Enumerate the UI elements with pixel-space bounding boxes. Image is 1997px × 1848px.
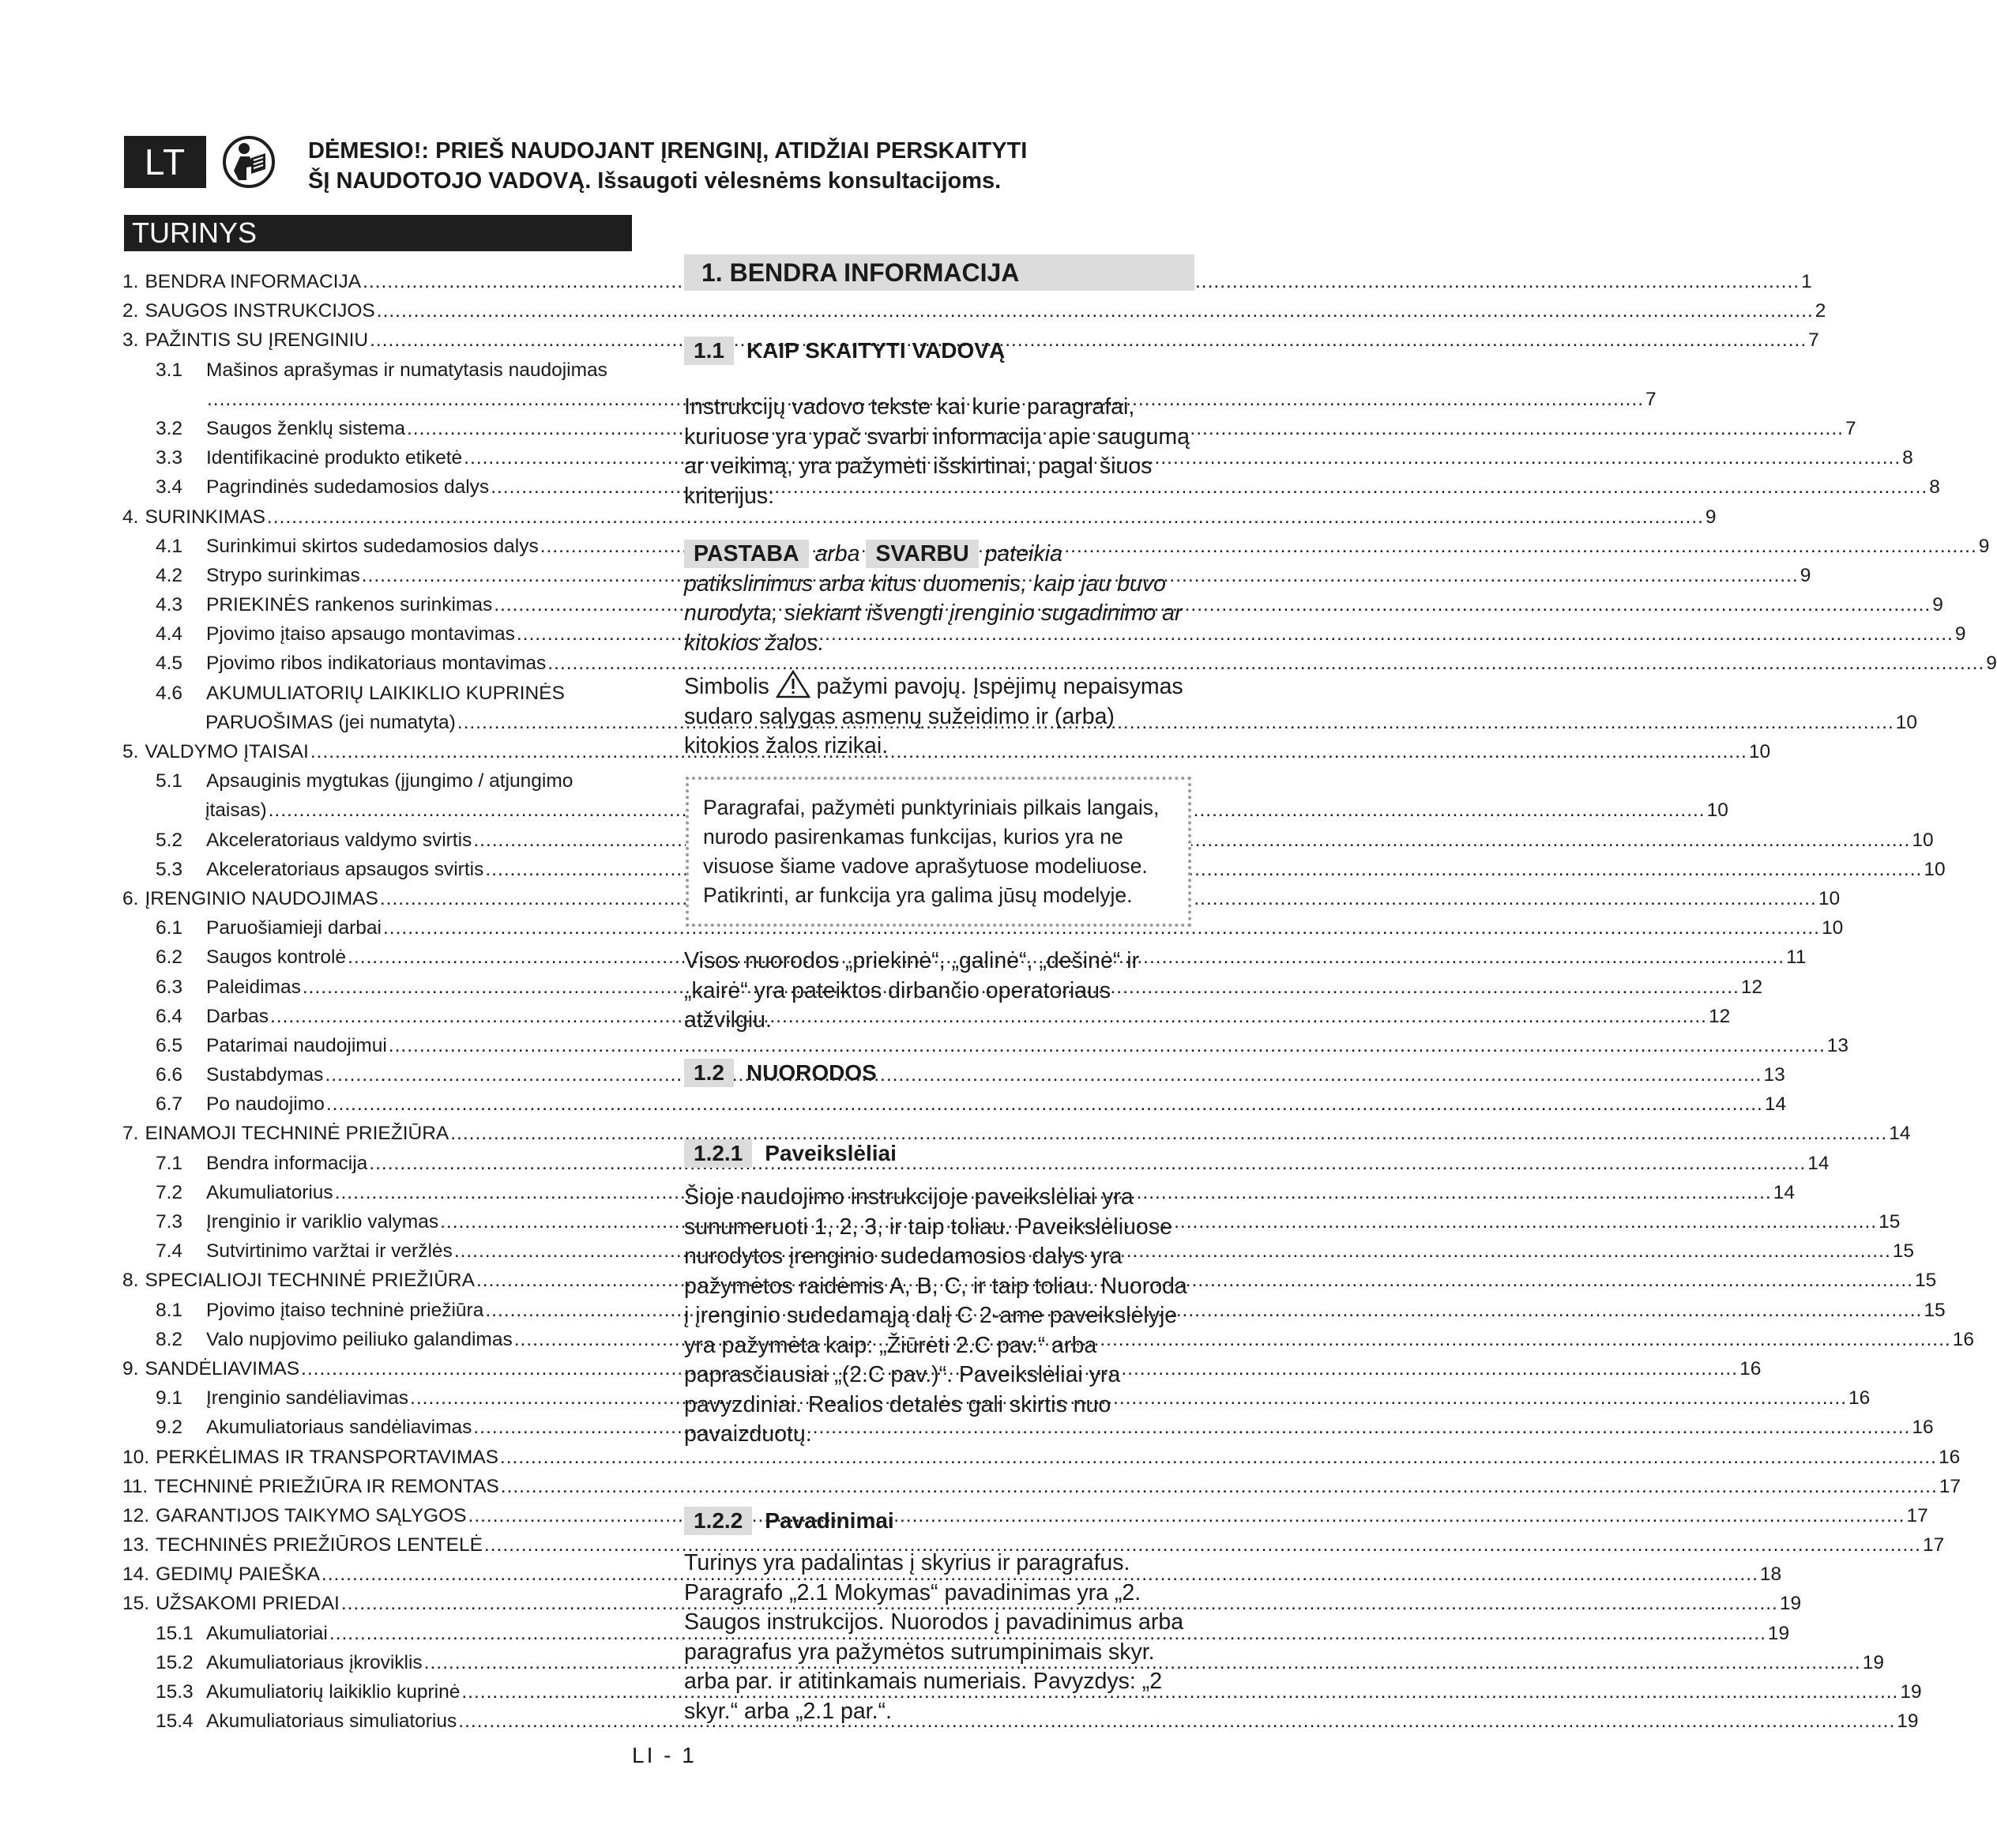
toc-leader-dots <box>369 1149 1806 1178</box>
toc-entry-number: 8.2 <box>156 1328 183 1350</box>
toc-entry <box>122 561 1811 590</box>
toc-entry-page: 9 <box>1954 623 1966 645</box>
toc-leader-dots <box>370 326 1807 355</box>
toc-entry-page: 10 <box>1818 887 1841 909</box>
toc-entry-page: 10 <box>1748 741 1771 762</box>
note-text: pateikia patikslinimus arba kitus duomenis, kaip jau buvo nurodyta, siekiant išvengti įrenginio sugadinimo ar kitokios žalos. <box>684 541 1183 656</box>
toc-entry-number: 4.1 <box>156 535 183 557</box>
toc-entry-page: 14 <box>1889 1123 1911 1145</box>
toc-entry <box>122 826 1934 855</box>
toc-entry <box>122 1383 1871 1413</box>
toc-entry-label: Bendra informacija <box>206 1152 368 1174</box>
toc-entry-page: 10 <box>1822 917 1844 939</box>
subsection-title: NUORODOS <box>746 1060 877 1085</box>
toc-entry-page: 10 <box>1706 800 1728 822</box>
toc-entry-label: Akumuliatorių laikiklio kuprinė <box>206 1681 461 1703</box>
important-tag: SVARBU <box>866 540 978 568</box>
toc-entry <box>122 855 1946 884</box>
toc-entry-label: Po naudojimo <box>206 1093 325 1116</box>
toc-entry-number: 5. <box>122 741 139 762</box>
toc-entry-label: Akumuliatorius <box>206 1181 333 1203</box>
toc-entry-label: AKUMULIATORIŲ LAIKIKLIO KUPRINĖS <box>206 682 565 704</box>
toc-entry-page: 14 <box>1807 1152 1830 1174</box>
toc-entry-page: 13 <box>1763 1064 1785 1086</box>
toc-entry-number: 13. <box>122 1534 150 1556</box>
toc-entry-number: 6.1 <box>156 917 183 939</box>
toc-entry-page: 19 <box>1862 1651 1884 1673</box>
toc-entry-number: 6.5 <box>156 1034 183 1056</box>
toc-entry-label: Identifikacinė produkto etiketė <box>206 447 463 469</box>
toc-entry-number: 15.3 <box>156 1681 194 1703</box>
toc-entry <box>122 884 1841 913</box>
toc-entry-label: Pjovimo įtaiso apsaugo montavimas <box>206 623 515 645</box>
toc-entry <box>122 1472 1961 1501</box>
toc-entry-label: Sutvirtinimo varžtai ir veržlės <box>206 1240 453 1263</box>
toc-entry-number: 3.1 <box>156 359 183 381</box>
toc-entry-page: 16 <box>1938 1446 1961 1468</box>
note-or: arba <box>814 541 860 566</box>
toc-entry <box>122 1648 1884 1677</box>
toc-entry <box>122 502 1717 532</box>
toc-entry-label: Mašinos aprašymas ir numatytasis naudojimas <box>206 359 607 381</box>
toc-entry-number: 7.2 <box>156 1181 183 1203</box>
toc-entry-label: TECHNINĖS PRIEŽIŪROS LENTELĖ <box>156 1534 483 1556</box>
toc-entry-page: 7 <box>1645 388 1657 410</box>
directions-paragraph: Visos nuorodos „priekinė“, „galinė“, „dešinė“ ir „kairė“ yra pateiktos dirbančio operatoriaus atžvilgiu. <box>684 948 1140 1033</box>
toc-entry-label: Įrenginio ir variklio valymas <box>206 1211 439 1233</box>
toc-entry-page: 16 <box>1739 1357 1762 1379</box>
toc-leader-dots <box>501 1472 1938 1501</box>
toc-entry-number: 3. <box>122 329 139 352</box>
toc-entry-number: 7.3 <box>156 1211 183 1233</box>
toc-entry <box>122 1530 1945 1560</box>
toc-entry-number: 5.2 <box>156 829 183 851</box>
toc-entry-page: 8 <box>1929 476 1940 499</box>
toc-entry-page: 10 <box>1912 829 1934 851</box>
note-tag: PASTABA <box>684 540 809 568</box>
toc-entry-label: Paruošiamieji darbai <box>206 917 382 939</box>
toc-entry <box>122 1236 1915 1266</box>
toc-entry-label: Saugos kontrolė <box>206 947 347 969</box>
subsection-1-2-heading <box>684 1059 877 1087</box>
subsection-title: Pavadinimai <box>765 1508 894 1533</box>
toc-entry-label: Pjovimo įtaiso techninė priežiūra <box>206 1299 484 1321</box>
toc-entry-page: 16 <box>1848 1387 1871 1410</box>
toc-entry-label: Strypo surinkimas <box>206 564 360 586</box>
toc-entry-label: Saugos ženklų sistema <box>206 417 405 439</box>
subsection-number: 1.2 <box>684 1059 734 1087</box>
toc-entry-label: Darbas <box>206 1005 269 1027</box>
toc-entry-number: 15.1 <box>156 1622 194 1644</box>
toc-entry-number: 4.3 <box>156 594 183 616</box>
toc-entry <box>122 1296 1946 1325</box>
toc-entry-page: 12 <box>1709 1005 1731 1027</box>
toc-entry-label: įtaisas) <box>205 800 267 822</box>
toc-entry-page: 13 <box>1826 1034 1849 1056</box>
toc-entry <box>122 1707 1919 1736</box>
toc-entry-page: 2 <box>1815 300 1826 322</box>
toc-entry-number: 4.5 <box>156 653 183 675</box>
toc-entry-label: Akumuliatoriaus sandėliavimas <box>206 1417 472 1439</box>
toc-entry-number: 6.7 <box>156 1093 183 1116</box>
toc-entry-page: 10 <box>1924 858 1946 880</box>
toc-entry-number: 9.2 <box>156 1417 183 1439</box>
toc-entry <box>122 1031 1849 1060</box>
toc-entry-number: 15. <box>122 1593 150 1615</box>
toc-entry <box>122 296 1826 326</box>
toc-entry <box>122 796 1728 825</box>
toc-entry <box>122 1443 1961 1472</box>
toc-entry-page: 9 <box>1705 506 1717 528</box>
toc-entry-page: 19 <box>1900 1681 1922 1703</box>
toc-entry-label: Valo nupjovimo peiliuko galandimas <box>206 1328 513 1350</box>
toc-entry-number: 9.1 <box>156 1387 183 1410</box>
toc-entry-label: SURINKIMAS <box>145 506 265 528</box>
toc-entry-number: 15.4 <box>156 1711 194 1733</box>
toc-entry-number: 3.4 <box>156 476 183 499</box>
toc-entry-page: 15 <box>1924 1299 1946 1321</box>
toc-entry <box>122 973 1763 1002</box>
toc-entry <box>122 356 636 385</box>
toc-entry-number: 5.1 <box>156 770 183 792</box>
toc-entry-label: Sustabdymas <box>206 1064 324 1086</box>
toc-entry-page: 12 <box>1740 976 1763 998</box>
toc-entry-number: 7.1 <box>156 1152 183 1174</box>
toc-leader-dots <box>450 1119 1887 1148</box>
warning-triangle-icon <box>776 670 810 698</box>
toc-entry-page: 15 <box>1914 1270 1937 1292</box>
subsection-number: 1.1 <box>684 337 734 365</box>
toc-entry <box>122 737 1771 766</box>
warning-line-2: ŠĮ NAUDOTOJO VADOVĄ. Išsaugoti vėlesnėms konsultacijoms. <box>308 168 1002 194</box>
toc-entry-label: TECHNINĖ PRIEŽIŪRA IR REMONTAS <box>154 1475 499 1497</box>
toc-entry-number: 15.2 <box>156 1651 194 1673</box>
optional-feature-box: Paragrafai, pažymėti punktyriniais pilkais langais, nurodo pasirenkamas funkcijas, kurios yra ne visuose šiame vadove aprašytuose modeliuose. Patikrinti, ar funkcija yra galima jūsų modelyje. <box>686 777 1191 927</box>
toc-entry <box>122 1413 1934 1442</box>
toc-entry-number: 7.4 <box>156 1240 183 1263</box>
toc-entry-label: PARUOŠIMAS (jei numatyta) <box>205 711 456 733</box>
toc-entry-page: 9 <box>1986 653 1997 675</box>
toc-entry-number: 4.4 <box>156 623 183 645</box>
toc-entry-number: 4.6 <box>156 682 183 704</box>
toc-entry-label: GARANTIJOS TAIKYMO SĄLYGOS <box>156 1504 467 1526</box>
toc-entry-label: Apsauginis mygtukas (įjungimo / atjungimo <box>206 770 574 792</box>
toc-entry-label: SANDĖLIAVIMAS <box>145 1357 300 1379</box>
symbol-paragraph <box>684 670 1190 762</box>
toc-entry-page: 15 <box>1879 1211 1901 1233</box>
toc-entry-number: 8.1 <box>156 1299 183 1321</box>
toc-entry-page: 14 <box>1764 1093 1787 1116</box>
toc-leader-dots <box>377 296 1814 326</box>
toc-title: TURINYS <box>124 215 632 251</box>
toc-entry-page: 16 <box>1952 1328 1974 1350</box>
toc-entry-page: 14 <box>1773 1181 1795 1203</box>
warning-line-1: DĖMESIO!: PRIEŠ NAUDOJANT ĮRENGINĮ, ATIDŽIAI PERSKAITYTI <box>308 138 1028 164</box>
toc-entry-page: 18 <box>1759 1564 1782 1586</box>
toc-entry <box>122 590 1943 619</box>
toc-entry-page: 16 <box>1912 1417 1934 1439</box>
toc-entry <box>122 1619 1790 1648</box>
section-title: 1. BENDRA INFORMACIJA <box>684 254 1194 291</box>
toc-entry-page: 9 <box>1800 564 1811 586</box>
toc-entry <box>122 913 1844 943</box>
toc-entry-number: 4. <box>122 506 139 528</box>
toc-entry-number: 6.2 <box>156 947 183 969</box>
toc-entry-number: 6. <box>122 887 139 909</box>
toc-entry <box>122 1589 1802 1618</box>
note-paragraph <box>684 540 1190 658</box>
toc-entry-label: BENDRA INFORMACIJA <box>145 271 362 292</box>
toc-leader-dots <box>326 1090 1763 1119</box>
toc-entry-label: Akumuliatoriaus įkroviklis <box>206 1651 423 1673</box>
page-number: LI - 1 <box>632 1743 697 1767</box>
read-manual-icon <box>223 134 275 190</box>
toc-entry-page: 19 <box>1897 1711 1919 1733</box>
toc-entry-page: 17 <box>1939 1475 1961 1497</box>
toc-entry-number: 6.4 <box>156 1005 183 1027</box>
toc-entry-page: 8 <box>1902 447 1913 469</box>
toc-entry-label: UŽSAKOMI PRIEDAI <box>156 1593 340 1615</box>
subsection-number: 1.2.2 <box>684 1507 752 1535</box>
toc-entry-label: VALDYMO ĮTAISAI <box>145 741 309 762</box>
toc-entry <box>122 385 1657 414</box>
toc-entry-number: 1. <box>122 271 139 292</box>
toc-entry-number: 8. <box>122 1270 139 1292</box>
figures-paragraph: Šioje naudojimo instrukcijoje paveikslėliai yra sunumeruoti 1, 2, 3, ir taip toliau. Paveikslėliuose nurodytos įrenginio sudedamosios dalys yra pažymėtos raidėmis A, B, C, ir taip toliau. Nuoroda į įrenginio sudedamąją dalį C 2-ame paveikslėlyje yra pažymėta kaip: „Žiūrėti 2.C pav.“ arba paprasčiausiai „(2.C pav.)“. Paveikslėliai yra pavyzdiniai. Realios detalės gali skirtis nuo pavaizduotų. <box>684 1184 1187 1447</box>
toc-entry-label: Paleidimas <box>206 976 301 998</box>
paragraph-reading-guide: Instrukcijų vadovo tekste kai kurie paragrafai, kuriuose yra ypač svarbi informacija apie saugumą ar veikimą, yra pažymėti išskirtinai, pagal šiuos kriterijus: <box>684 394 1190 509</box>
toc-entry <box>122 619 1966 649</box>
titles-paragraph: Turinys yra padalintas į skyrius ir paragrafus. Paragrafo „2.1 Mokymas“ pavadinimas yra „2. Saugos instrukcijos. Nuorodos į pavadinimus arba paragrafus yra pažymėtos sutrumpinimais skyr. arba par. ir atitinkamais numeriais. Pavyzdys: „2 skyr.“ arba „2.1 par.“. <box>684 1550 1184 1724</box>
toc-entry <box>122 679 636 708</box>
toc-entry-label: PERKĖLIMAS IR TRANSPORTAVIMAS <box>156 1446 498 1468</box>
toc-entry-label: SAUGOS INSTRUKCIJOS <box>145 300 375 322</box>
toc-leader-dots <box>325 1060 1762 1090</box>
toc-entry-label: Surinkimui skirtos sudedamosios dalys <box>206 535 539 557</box>
toc-entry-label: ĮRENGINIO NAUDOJIMAS <box>145 887 378 909</box>
toc-entry-page: 15 <box>1892 1240 1915 1263</box>
toc-entry-number: 2. <box>122 300 139 322</box>
toc-entry-label: Įrenginio sandėliavimas <box>206 1387 409 1410</box>
toc-entry <box>122 766 636 796</box>
toc-entry <box>122 1207 1901 1236</box>
toc-entry <box>122 1354 1762 1383</box>
toc-entry-number: 9. <box>122 1357 139 1379</box>
toc-entry <box>122 414 1856 443</box>
toc-entry <box>122 1560 1782 1589</box>
subsection-1-2-1-heading <box>684 1139 897 1168</box>
toc-entry-number: 4.2 <box>156 564 183 586</box>
subsection-title: Paveikslėliai <box>765 1141 897 1165</box>
warning-header <box>308 136 1027 196</box>
toc-entry-label: SPECIALIOJI TECHNINĖ PRIEŽIŪRA <box>145 1270 475 1292</box>
toc-entry-label: GEDIMŲ PAIEŠKA <box>156 1564 320 1586</box>
toc-entry <box>122 1090 1787 1119</box>
toc-entry <box>122 1002 1731 1031</box>
toc-entry-number: 11. <box>122 1475 149 1497</box>
toc-entry-label: PRIEKINĖS rankenos surinkimas <box>206 594 493 616</box>
toc-entry-label: Pjovimo ribos indikatoriaus montavimas <box>206 653 547 675</box>
toc-entry-label: PAŽINTIS SU ĮRENGINIU <box>145 329 369 352</box>
toc-entry-number: 14. <box>122 1564 150 1586</box>
toc-entry <box>122 1119 1911 1148</box>
symbol-post: pažymi pavojų. Įspėjimų nepaisymas sudaro sąlygas asmenų sužeidimo ir (arba) kitokios žalos rizikai. <box>684 674 1183 758</box>
symbol-pre: Simbolis <box>684 674 769 699</box>
toc-entry-number: 6.6 <box>156 1064 183 1086</box>
toc-entry-label: Akceleratoriaus apsaugos svirtis <box>206 858 484 880</box>
toc-entry-page: 7 <box>1808 329 1819 352</box>
toc-entry <box>122 1266 1937 1295</box>
toc-entry-page: 11 <box>1786 947 1807 969</box>
toc-entry-label: Akceleratoriaus valdymo svirtis <box>206 829 472 851</box>
toc-entry <box>122 1677 1922 1707</box>
toc-entry-label: Akumuliatoriaus simuliatorius <box>206 1711 457 1733</box>
toc-entry-page: 10 <box>1895 711 1918 733</box>
toc-entry-number: 6.3 <box>156 976 183 998</box>
toc-entry-label: Pagrindinės sudedamosios dalys <box>206 476 490 499</box>
toc-entry-label: EINAMOJI TECHNINĖ PRIEŽIŪRA <box>145 1123 449 1145</box>
language-badge: LT <box>124 136 206 188</box>
toc-entry-label: Patarimai naudojimui <box>206 1034 387 1056</box>
toc-entry-number: 3.2 <box>156 417 183 439</box>
toc-entry <box>122 708 1918 737</box>
toc-entry-number: 5.3 <box>156 858 183 880</box>
toc-entry <box>122 649 1997 678</box>
toc-entry-number: 12. <box>122 1504 150 1526</box>
toc-entry-page: 9 <box>1932 594 1943 616</box>
toc-entry <box>122 943 1807 972</box>
toc-entry <box>122 472 1940 502</box>
toc-entry-page: 1 <box>1801 271 1812 292</box>
toc-entry-number: 7. <box>122 1123 139 1145</box>
toc-entry-label: Akumuliatoriai <box>206 1622 328 1644</box>
toc-entry-page: 17 <box>1922 1534 1945 1556</box>
toc-entry-page: 19 <box>1767 1622 1790 1644</box>
subsection-number: 1.2.1 <box>684 1139 752 1168</box>
toc-entry <box>122 443 1913 472</box>
toc-entry-page: 17 <box>1906 1504 1928 1526</box>
toc-entry-page: 9 <box>1978 535 1990 557</box>
toc-entry-page: 19 <box>1779 1593 1802 1615</box>
subsection-1-1-heading <box>684 337 1005 365</box>
toc-entry <box>122 1325 1974 1354</box>
subsection-1-2-2-heading <box>684 1507 894 1535</box>
subsection-title: KAIP SKAITYTI VADOVĄ <box>746 338 1006 363</box>
toc-entry-number: 3.3 <box>156 447 183 469</box>
toc-entry <box>122 1178 1795 1207</box>
toc-entry <box>122 267 1812 296</box>
toc-entry-number: 10. <box>122 1446 150 1468</box>
toc-entry-page: 7 <box>1845 417 1856 439</box>
